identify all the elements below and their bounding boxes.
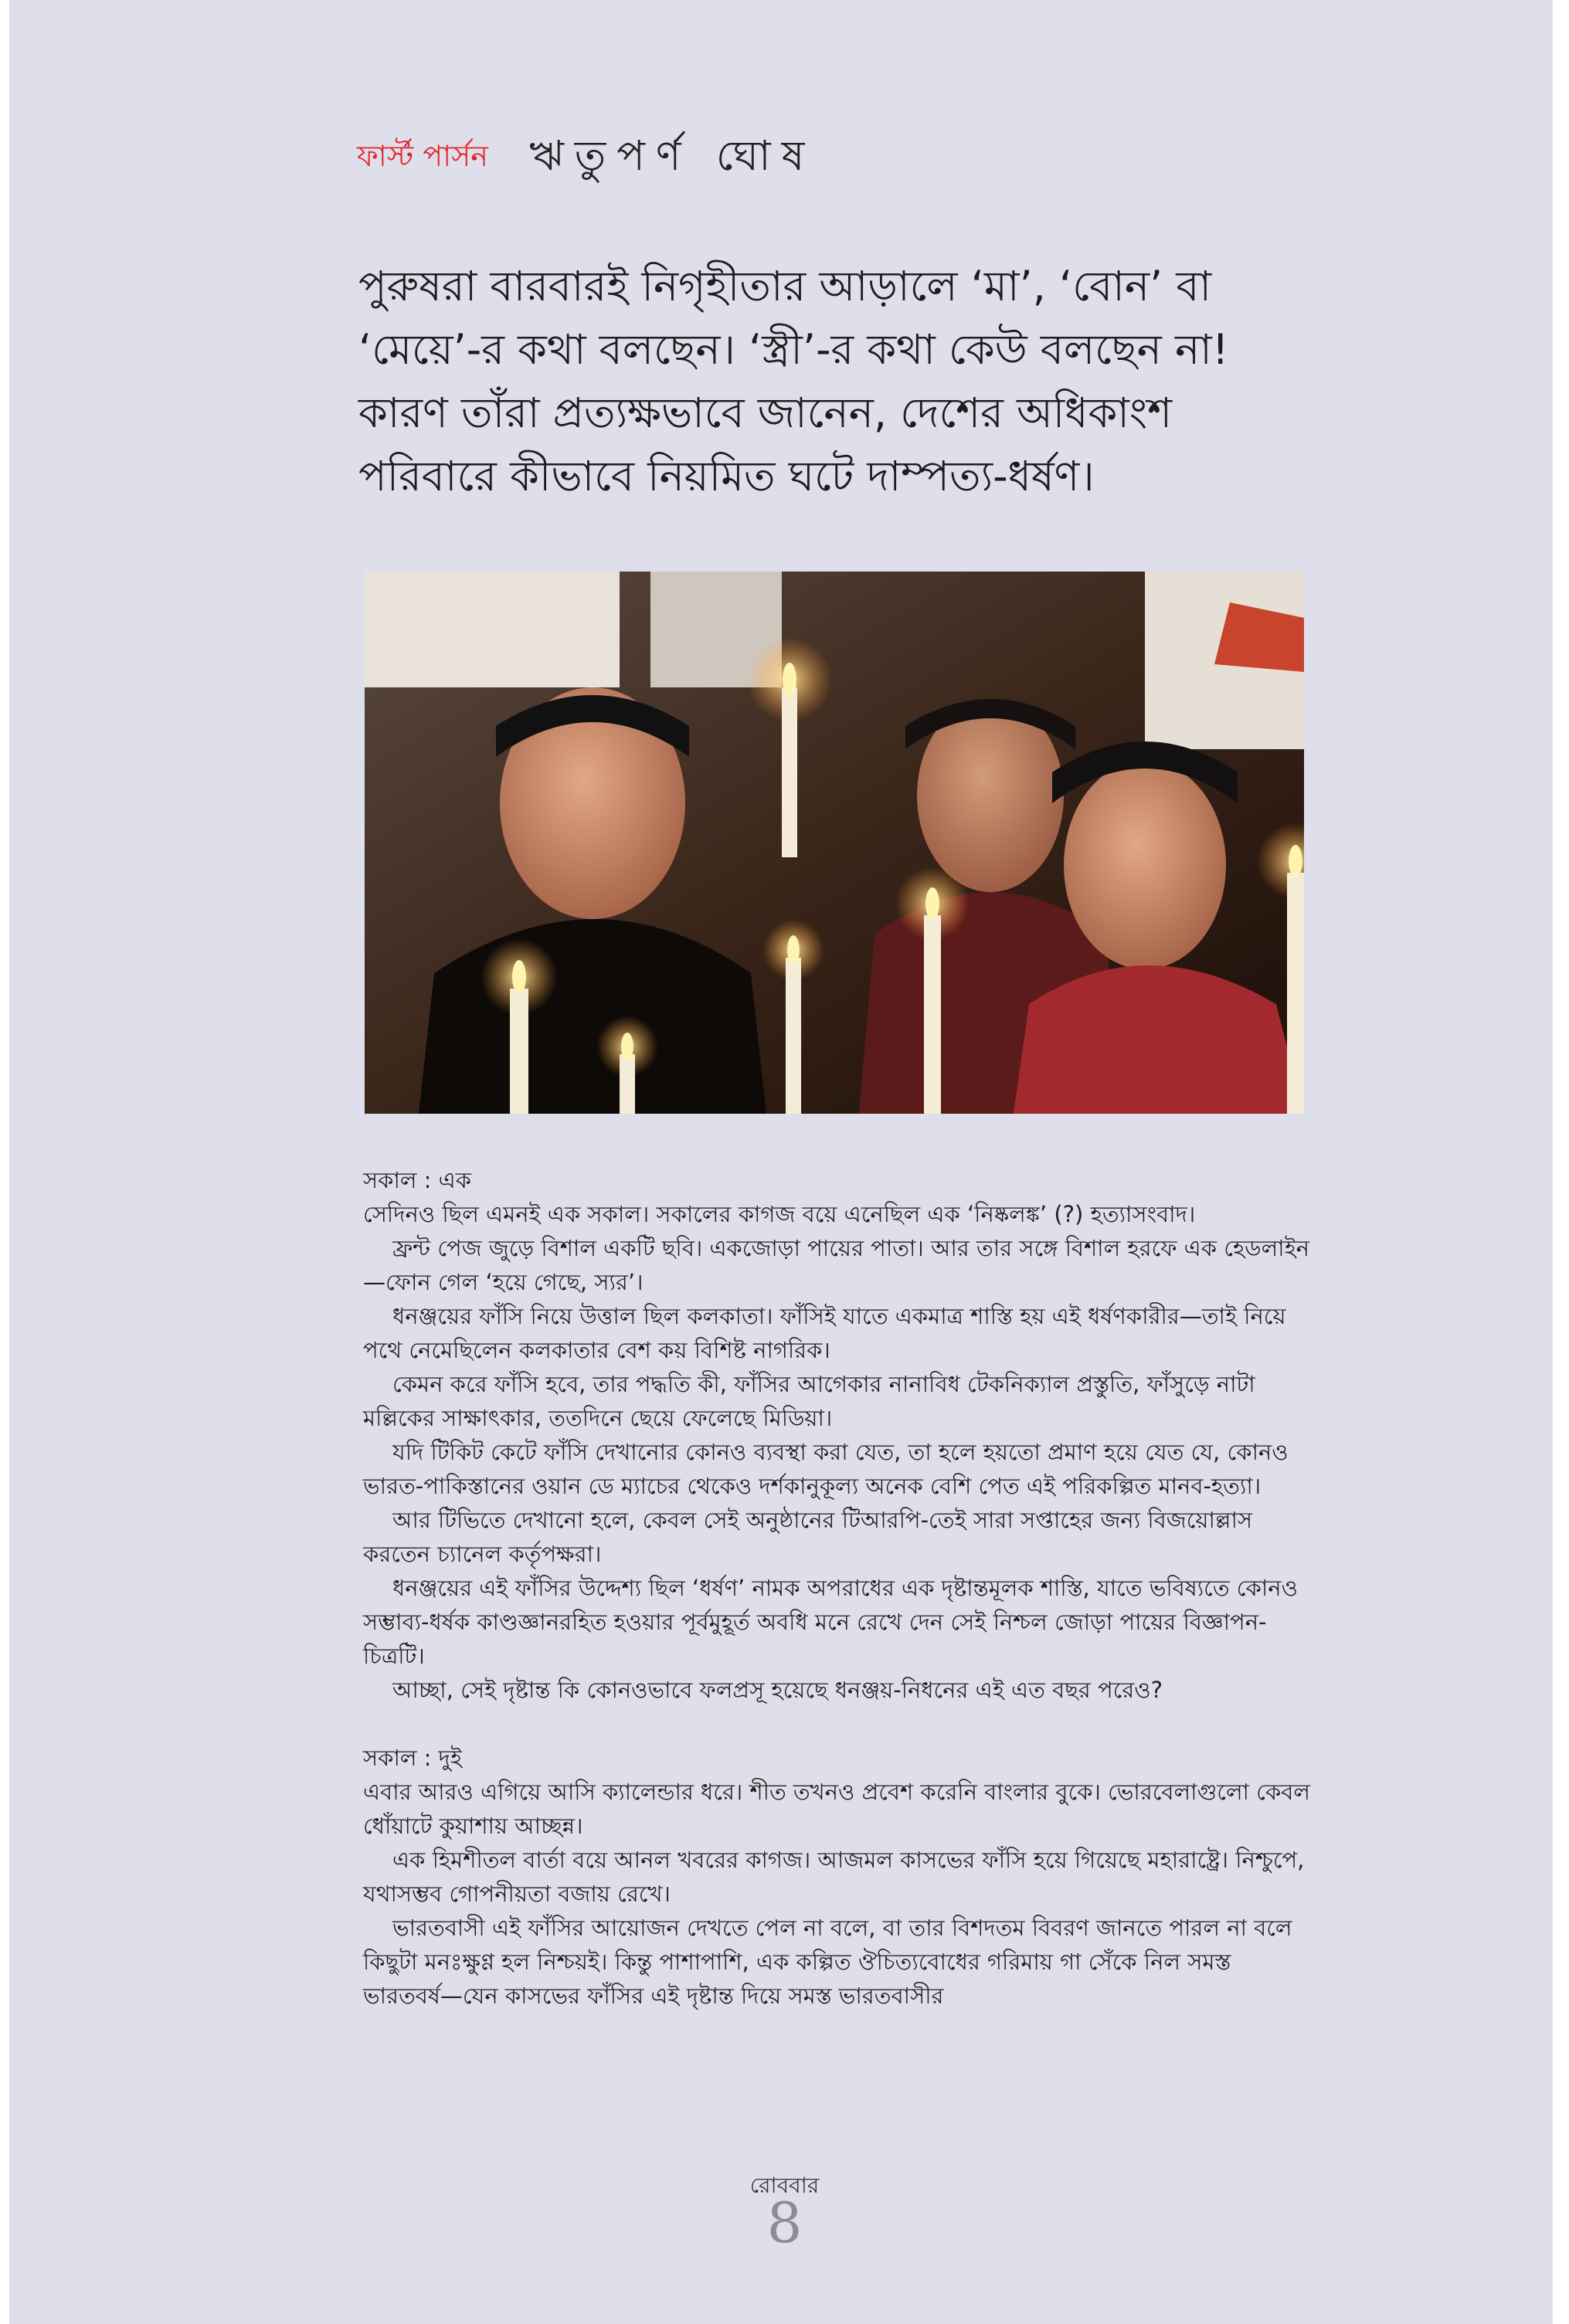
paragraph: ধনঞ্জয়ের ফাঁসি নিয়ে উত্তাল ছিল কলকাতা। ফাঁসিই যাতে একমাত্র শাস্তি হয় এই ধর্ষণকারীর—তাই নিয়ে পথে নেমেছিলেন কলকাতার বেশ কয় বিশিষ্ট নাগরিক। — [363, 1303, 1286, 1363]
pull-quote-line: পুরুষরা বারবারই নিগৃহীতার আড়ালে ‘মা’, ‘বোন’ বা — [358, 262, 1212, 310]
magazine-name: রোববার — [749, 2173, 820, 2198]
pull-quote-line: ‘মেয়ে’-র কথা বলছেন। ‘স্ত্রী’-র কথা কেউ বলছেন না! — [358, 325, 1229, 374]
placard — [365, 572, 620, 687]
section-heading: সকাল : এক — [363, 1167, 472, 1193]
paragraph: আর টিভিতে দেখানো হলে, কেবল সেই অনুষ্ঠানের টিআরপি-তেই সারা সপ্তাহের জন্য বিজয়োল্লাস করতেন চ্যানেল কর্তৃপক্ষরা। — [363, 1507, 1253, 1567]
byline — [357, 124, 815, 193]
paragraph: সেদিনও ছিল এমনই এক সকাল। সকালের কাগজ বয়ে এনেছিল এক ‘নিষ্কলঙ্ক’ (?) হত্যাসংবাদ। — [363, 1201, 1196, 1227]
section-heading: সকাল : দুই — [363, 1745, 462, 1771]
paragraph: ভারতবাসী এই ফাঁসির আয়োজন দেখতে পেল না বলে, বা তার বিশদতম বিবরণ জানতে পারল না বলে কিছুটা মনঃক্ষুণ্ণ হল নিশ্চয়ই। কিন্তু পাশাপাশি, এক কল্পিত ঔচিত্যবোধের গরিমায় গা সেঁকে নিল সমস্ত ভারতবর্ষ—যেন কাসভের ফাঁসির এই দৃষ্টান্ত দিয়ে সমস্ত ভারতবাসীর — [363, 1915, 1292, 2009]
candlelight-vigil-photo — [365, 572, 1304, 1114]
author-name: ঋতুপর্ণ ঘোষ — [529, 131, 816, 180]
paragraph: ফ্রন্ট পেজ জুড়ে বিশাল একটি ছবি। একজোড়া পায়ের পাতা। আর তার সঙ্গে বিশাল হরফে এক হেডলাইন—ফোন গেল ‘হয়ে গেছে, স্যর’। — [363, 1235, 1309, 1295]
pull-quote — [358, 255, 1332, 508]
paragraph: এবার আরও এগিয়ে আসি ক্যালেন্ডার ধরে। শীত তখনও প্রবেশ করেনি বাংলার বুকে। ভোরবেলাগুলো কেবল ধোঁয়াটে কুয়াশায় আচ্ছন্ন। — [363, 1779, 1310, 1839]
magazine-page — [9, 0, 1553, 2324]
section-tag: ফার্স্ট পার্সন — [357, 139, 488, 173]
paragraph: যদি টিকিট কেটে ফাঁসি দেখানোর কোনও ব্যবস্থা করা যেত, তা হলে হয়তো প্রমাণ হয়ে যেত যে, কোনও ভারত-পাকিস্তানের ওয়ান ডে ম্যাচের থেকেও দর্শকানুকূল্য অনেক বেশি পেত এই পরিকল্পিত মানব-হত্যা। — [363, 1439, 1289, 1499]
section-spacer — [363, 1707, 1313, 1741]
pull-quote-line: কারণ তাঁরা প্রত্যক্ষভাবে জানেন, দেশের অধিকাংশ — [358, 388, 1173, 437]
paragraph: এক হিমশীতল বার্তা বয়ে আনল খবরের কাগজ। আজমল কাসভের ফাঁসি হয়ে গিয়েছে মহারাষ্ট্রে। নিশ্চুপে, যথাসম্ভব গোপনীয়তা বজায় রেখে। — [363, 1847, 1305, 1907]
article-body — [363, 1163, 1313, 2013]
pull-quote-line: পরিবারে কীভাবে নিয়মিত ঘটে দাম্পত্য-ধর্ষণ। — [358, 452, 1095, 500]
paragraph: ধনঞ্জয়ের এই ফাঁসির উদ্দেশ্য ছিল ‘ধর্ষণ’ নামক অপরাধের এক দৃষ্টান্তমূলক শাস্তি, যাতে ভবিষ্যতে কোনও সম্ভাব্য-ধর্ষক কাণ্ডজ্ঞানরহিত হওয়ার পূর্বমুহূর্ত অবধি মনে রেখে দেন সেই নিশ্চল জোড়া পায়ের বিজ্ঞাপন-চিত্রটি। — [363, 1575, 1298, 1669]
paragraph: কেমন করে ফাঁসি হবে, তার পদ্ধতি কী, ফাঁসির আগেকার নানাবিধ টেকনিক্যাল প্রস্তুতি, ফাঁসুড়ে নাটা মল্লিকের সাক্ষাৎকার, ততদিনে ছেয়ে ফেলেছে মিডিয়া। — [363, 1371, 1255, 1431]
paragraph: আচ্ছা, সেই দৃষ্টান্ত কি কোনওভাবে ফলপ্রসূ হয়েছে ধনঞ্জয়-নিধনের এই এত বছর পরেও? — [392, 1677, 1163, 1703]
page-number: 8 — [766, 2190, 803, 2255]
photo-illustration — [365, 572, 1304, 1114]
